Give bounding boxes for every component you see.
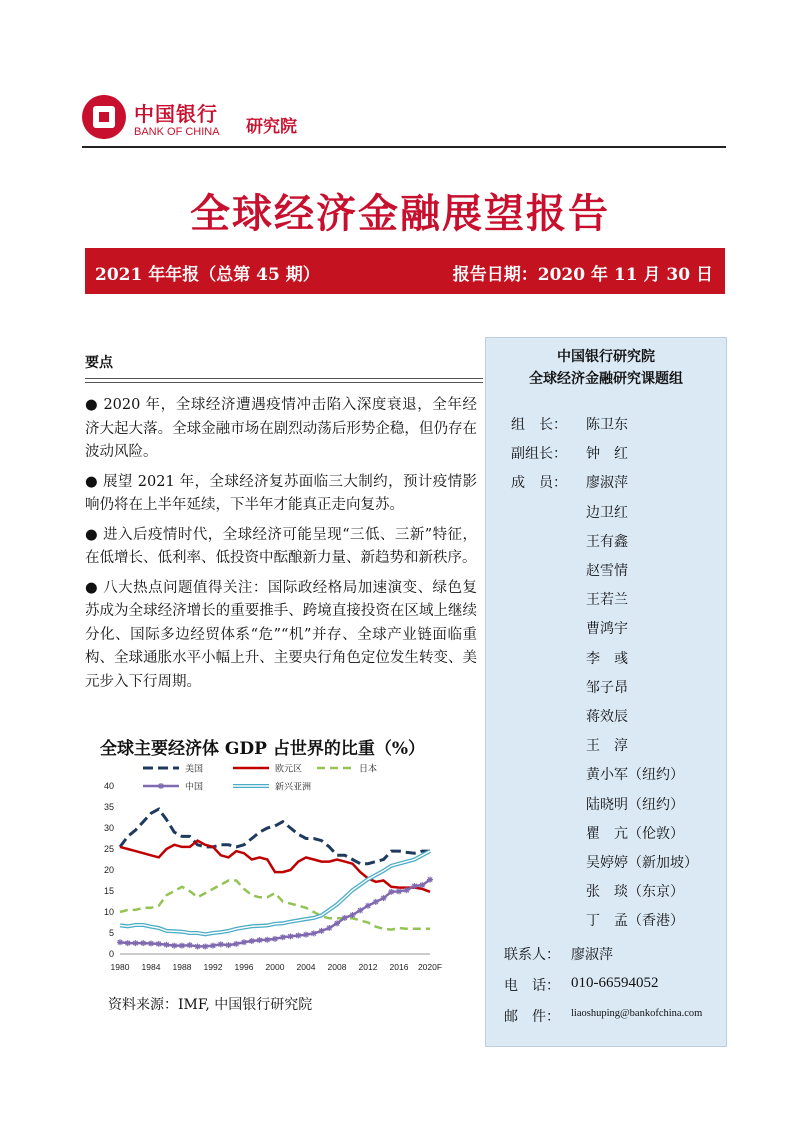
email-label: 邮 件： (504, 1009, 560, 1025)
member-name: 邹子昂 (586, 679, 628, 696)
member-name: 李 彧 (586, 650, 628, 667)
data-point (218, 941, 224, 947)
x-tick-label: 2020F (417, 962, 443, 972)
data-point (412, 883, 418, 889)
key-point: ● 进入后疫情时代，全球经济可能呈现“三低、三新”特征，在低增长、低利率、低投资中酝酿新力量、新趋势和新秩序。 (85, 526, 477, 566)
contact-label: 联系人： (504, 947, 560, 963)
data-point (233, 941, 239, 947)
member-role: 组 长： (511, 417, 567, 433)
phone-label: 电 话： (504, 978, 560, 994)
data-point (164, 942, 170, 948)
legend-label: 美国 (185, 764, 204, 775)
gdp-share-line-chart (85, 756, 465, 986)
x-tick-label: 2016 (389, 962, 409, 972)
member-name: 王若兰 (586, 592, 628, 609)
data-point (171, 943, 177, 949)
data-point (210, 943, 216, 949)
institute-label: 研究院 (246, 117, 297, 137)
y-tick-label: 0 (108, 949, 114, 959)
data-point (365, 903, 371, 909)
key-points-divider-2 (85, 382, 483, 383)
member-role: 副组长： (511, 446, 567, 463)
data-point (257, 937, 263, 943)
panel-org: 中国银行研究院 (557, 349, 655, 365)
data-point (388, 889, 394, 895)
x-tick-label: 1996 (234, 962, 254, 972)
member-name: 陆晓明（纽约） (586, 796, 684, 813)
data-point (381, 895, 387, 901)
x-tick-label: 2008 (327, 962, 347, 972)
data-point (187, 942, 193, 948)
data-point (326, 925, 332, 931)
x-tick-label: 1980 (110, 962, 130, 972)
bank-of-china-logo-icon (82, 95, 126, 139)
x-tick-label: 1988 (172, 962, 192, 972)
data-point (396, 888, 402, 894)
member-name: 王有鑫 (586, 533, 628, 550)
data-point (419, 882, 425, 888)
data-point (373, 899, 379, 905)
member-name: 曹鸿宇 (586, 621, 628, 638)
x-tick-label: 1992 (203, 962, 223, 972)
data-point (319, 928, 325, 934)
key-point: ● 展望 2021 年，全球经济复苏面临三大制约，预计疫情影响仍将在上半年延续，下半年才能真正走向复苏。 (85, 473, 477, 513)
data-point (303, 932, 309, 938)
legend-label: 日本 (359, 764, 378, 775)
data-point (133, 940, 139, 946)
series-line (120, 809, 430, 864)
data-point (350, 912, 356, 918)
data-point (249, 938, 255, 944)
member-name: 边卫红 (586, 504, 628, 521)
issue-label: 2021 年年报（总第 45 期） (95, 265, 320, 285)
y-tick-label: 25 (103, 844, 114, 854)
data-point (280, 934, 286, 940)
member-name: 丁 孟（香港） (586, 913, 684, 930)
data-point (334, 920, 340, 926)
series-line-outer (120, 851, 430, 934)
data-point (264, 937, 270, 943)
data-point (357, 907, 363, 913)
member-name: 陈卫东 (586, 417, 628, 433)
data-point (427, 877, 433, 883)
y-tick-label: 20 (103, 865, 114, 875)
member-name: 瞿 亢（伦敦） (586, 825, 684, 842)
data-point (241, 939, 247, 945)
data-point (202, 943, 208, 949)
data-point (342, 915, 348, 921)
legend-label: 新兴亚洲 (275, 782, 312, 793)
data-point (140, 940, 146, 946)
data-point (295, 933, 301, 939)
data-point (148, 941, 154, 947)
research-team-panel (485, 337, 727, 1047)
key-points-title: 要点 (85, 355, 113, 371)
chart-title: 全球主要经济体 GDP 占世界的比重（%） (100, 739, 426, 759)
key-points-list (85, 394, 477, 700)
y-tick-label: 10 (103, 907, 114, 917)
header-divider (82, 146, 726, 148)
legend-label: 中国 (185, 782, 204, 793)
member-name: 王 淳 (586, 738, 628, 755)
legend-label: 欧元区 (275, 764, 303, 775)
member-name: 赵雪情 (586, 563, 628, 579)
key-point: ● 八大热点问题值得关注：国际政经格局加速演变、绿色复苏成为全球经济增长的重要推手、跨境直接投资在区域上继续分化、国际多边经贸体系“危”“机”并存、全球产业链面临重构、全球通胀水平小幅上升、主要央行角色定位发生转变、美元步入下行周期。 (85, 579, 477, 690)
x-tick-label: 2000 (265, 962, 285, 972)
report-title: 全球经济金融展望报告 (190, 190, 610, 237)
y-tick-label: 5 (108, 928, 114, 938)
panel-group: 全球经济金融研究课题组 (529, 371, 683, 387)
member-role: 成 员： (511, 475, 567, 492)
series-line (120, 841, 430, 892)
x-tick-label: 1984 (141, 962, 161, 972)
data-point (179, 943, 185, 949)
member-name: 黄小军（纽约） (586, 767, 684, 784)
member-name: 廖淑萍 (586, 475, 628, 492)
logo-text-cn: 中国银行 (134, 102, 218, 126)
member-name: 蒋效辰 (586, 709, 628, 725)
report-date: 报告日期：2020 年 11 月 30 日 (452, 265, 713, 285)
member-name: 钟 红 (586, 446, 628, 463)
y-tick-label: 15 (103, 886, 114, 896)
data-point (272, 936, 278, 942)
report-banner (85, 248, 725, 294)
y-tick-label: 40 (103, 781, 114, 791)
data-point (288, 933, 294, 939)
x-tick-label: 2012 (358, 962, 378, 972)
data-point (156, 941, 162, 947)
contact-name: 廖淑萍 (571, 947, 613, 963)
email-link[interactable]: liaoshuping@bankofchina.com (571, 1008, 703, 1019)
phone-number: 010-66594052 (571, 975, 659, 991)
chart-source: 资料来源：IMF, 中国银行研究院 (108, 997, 313, 1013)
x-tick-label: 2004 (296, 962, 316, 972)
logo-text-en: BANK OF CHINA (134, 126, 220, 138)
legend-marker (158, 783, 164, 789)
key-points-divider (85, 378, 483, 379)
y-tick-label: 35 (103, 802, 114, 812)
key-point: ● 2020 年，全球经济遭遇疫情冲击陷入深度衰退，全年经济大起大落。全球金融市场在剧烈动荡后形势企稳，但仍存在波动风险。 (85, 397, 477, 460)
data-point (117, 939, 123, 945)
data-point (311, 930, 317, 936)
member-name: 张 琰（东京） (586, 884, 684, 901)
data-point (226, 942, 232, 948)
data-point (125, 940, 131, 946)
y-tick-label: 30 (103, 823, 114, 833)
member-name: 吴婷婷（新加坡） (586, 855, 698, 871)
data-point (404, 887, 410, 893)
data-point (195, 943, 201, 949)
